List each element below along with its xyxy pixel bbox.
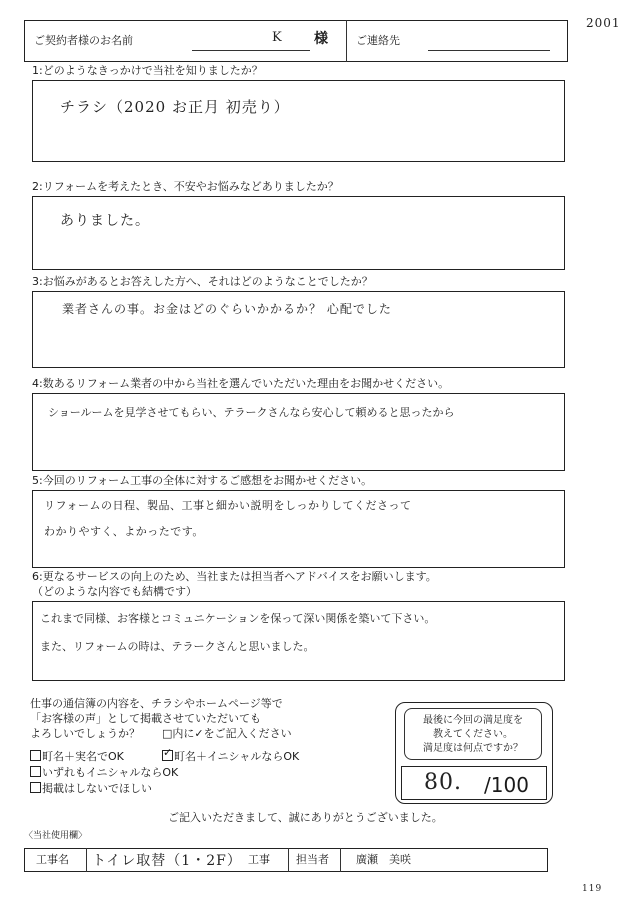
answer-2-line-1: ありました。 <box>60 213 150 229</box>
answer-1-line-1: チラシ（2020 お正月 初売り） <box>60 98 290 116</box>
answer-6-line-1: これまで同様、お客様とコミュニケーションを保って深い関係を築いて下さい。 <box>40 612 436 625</box>
option-initial-label: 町名＋イニシャルならOK <box>174 750 300 763</box>
work-name-value: トイレ取替（1・2F） <box>92 853 242 869</box>
option-real-name[interactable] <box>30 750 124 764</box>
answer-3-line-1: 業者さんの事。お金はどのぐらいかかるか？ 心配でした <box>62 302 392 316</box>
office-divider-2 <box>288 848 289 872</box>
publish-intro-2: 「お客様の声」として掲載させていただいても <box>30 712 261 725</box>
option-initial[interactable] <box>162 750 299 764</box>
customer-name-value: K <box>272 30 283 45</box>
header-divider <box>346 20 347 62</box>
answer-box-1 <box>32 80 565 162</box>
satisfaction-question-2: 教えてください。 <box>433 729 513 740</box>
option-real-name-label: 町名＋実名でOK <box>42 750 124 763</box>
satisfaction-question-3: 満足度は何点ですか？ <box>423 743 523 754</box>
satisfaction-max: /100 <box>484 773 529 797</box>
question-4: 4:数あるリフォーム業者の中から当社を選んでいただいた理由をお聞かせください。 <box>32 377 450 390</box>
footer-note: 119 <box>582 884 603 894</box>
staff-value: 廣瀬 美咲 <box>356 853 411 866</box>
publish-intro-3: よろしいでしょうか？ <box>30 727 140 740</box>
staff-label: 担当者 <box>296 853 329 866</box>
answer-5-line-2: わかりやすく、よかったです。 <box>44 525 204 538</box>
answer-5-line-1: リフォームの日程、製品、工事と細かい説明をしっかりしてくださって <box>44 499 412 512</box>
option-no-publish[interactable] <box>30 782 152 796</box>
question-5: 5:今回のリフォーム工事の全体に対するご感想をお聞かせください。 <box>32 474 373 487</box>
contact-underline <box>428 50 550 51</box>
question-1: 1:どのようなきっかけで当社を知りましたか？ <box>32 64 263 77</box>
office-divider-1 <box>86 848 87 872</box>
sama-label: 様 <box>314 31 328 47</box>
checkbox-all-initial[interactable] <box>30 766 41 777</box>
satisfaction-score: 80. <box>424 770 462 795</box>
office-use-label: 〈当社使用欄〉 <box>24 831 88 841</box>
contact-label: ご連絡先 <box>356 34 400 47</box>
checkbox-real-name[interactable] <box>30 750 41 761</box>
answer-4-line-1: ショールームを見学させてもらい、テラークさんなら安心して頼めると思ったから <box>48 406 455 419</box>
answer-box-2 <box>32 196 565 270</box>
work-suffix: 工事 <box>248 853 270 866</box>
publish-instruction: □内に✓をご記入ください <box>162 727 292 740</box>
question-6-note: （どのような内容でも結構です） <box>32 585 197 598</box>
question-2: 2:リフォームを考えたとき、不安やお悩みなどありましたか？ <box>32 180 339 193</box>
checkbox-initial[interactable] <box>162 750 173 761</box>
publish-intro-1: 仕事の通信簿の内容を、チラシやホームページ等で <box>30 697 283 710</box>
customer-name-label: ご契約者様のお名前 <box>34 34 133 47</box>
work-name-label: 工事名 <box>36 853 69 866</box>
option-all-initial-label: いずれもイニシャルならOK <box>42 766 179 779</box>
answer-6-line-2: また、リフォームの時は、テラークさんと思いました。 <box>40 640 315 653</box>
question-3: 3:お悩みがあるとお答えした方へ、それはどのようなことでしたか？ <box>32 275 373 288</box>
office-divider-3 <box>340 848 341 872</box>
satisfaction-question-1: 最後に今回の満足度を <box>423 715 523 726</box>
option-all-initial[interactable] <box>30 766 178 780</box>
option-no-publish-label: 掲載はしないでほしい <box>42 782 152 795</box>
question-6: 6:更なるサービスの向上のため、当社または担当者へアドバイスをお願いします。 <box>32 570 437 583</box>
customer-name-underline <box>192 50 310 51</box>
checkbox-no-publish[interactable] <box>30 782 41 793</box>
corner-note: 2001 <box>586 16 621 30</box>
thanks-message: ご記入いただきまして、誠にありがとうございました。 <box>168 811 443 824</box>
